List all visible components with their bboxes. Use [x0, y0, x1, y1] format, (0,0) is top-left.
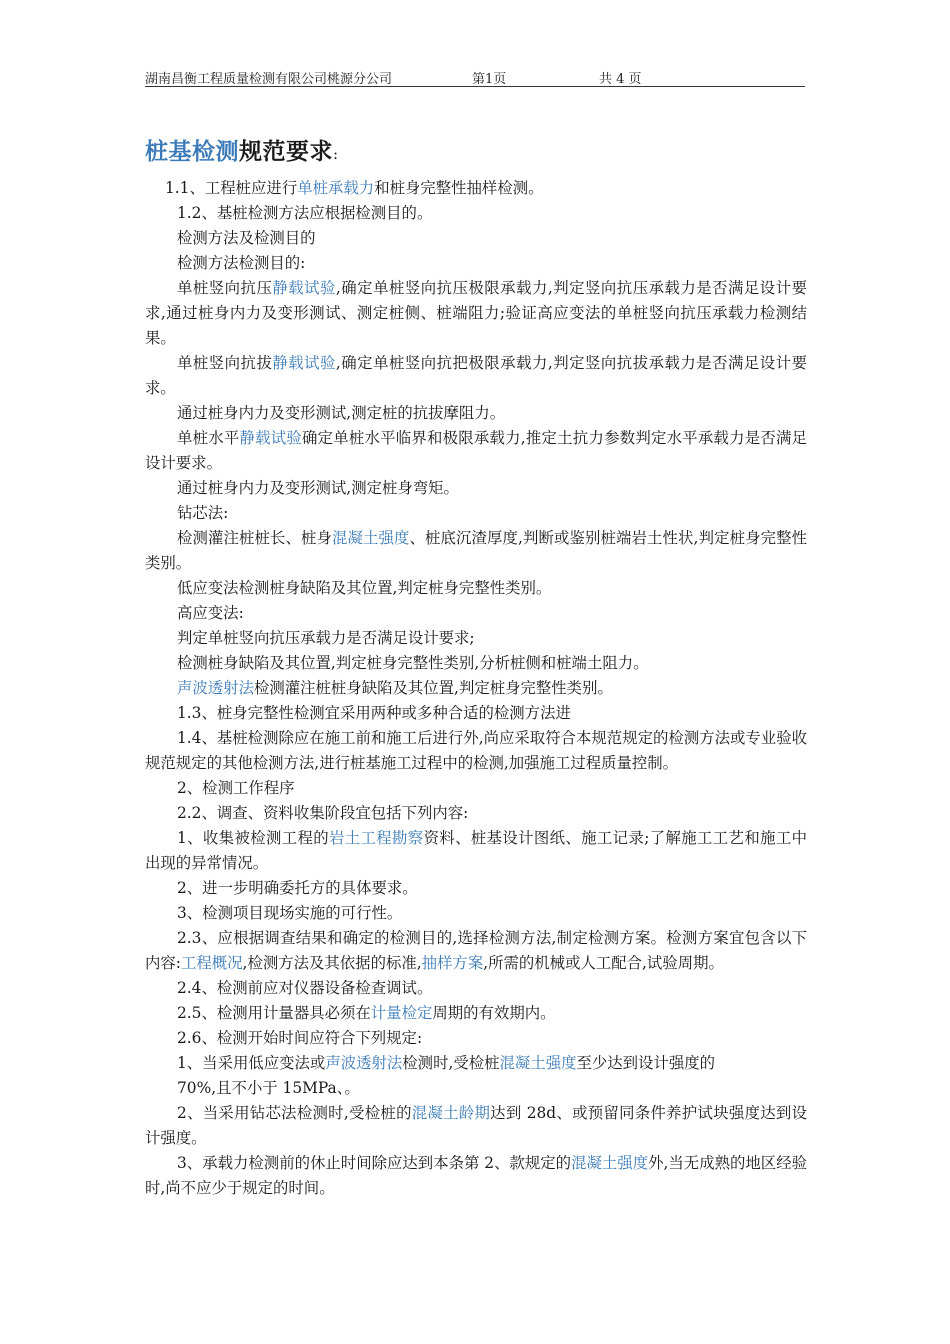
paragraph: [145, 876, 807, 901]
header-total-pages: 共 4 页: [599, 72, 642, 87]
paragraph-text: 检测时,受检桩: [402, 1054, 500, 1072]
paragraph: [145, 701, 807, 726]
term-link[interactable]: 计量检定: [370, 1004, 433, 1022]
paragraph-text: 钻芯法:: [177, 504, 229, 522]
term-link[interactable]: 混凝土龄期: [411, 1104, 491, 1122]
paragraph-text: 确定单桩水平临界和极限承载力,推定土抗力参数判定水平承载力是否满足设计要求。: [145, 429, 807, 472]
term-link[interactable]: 混凝土强度: [499, 1054, 577, 1072]
paragraph: [145, 1151, 807, 1201]
paragraph: [145, 351, 807, 401]
paragraph-text: 判定单桩竖向抗压承载力是否满足设计要求;: [177, 629, 475, 647]
paragraph-text: 单桩水平: [177, 429, 240, 447]
term-link[interactable]: 静载试验: [272, 279, 336, 297]
term-link[interactable]: 工程概况: [180, 954, 243, 972]
paragraph: [145, 426, 807, 476]
paragraph-text: 资料、桩基设计图纸、施工记录;了解施工工艺和施工中出现的异常情况。: [145, 829, 807, 872]
paragraph-text: 2.3、应根据调查结果和确定的检测目的,选择检测方法,制定检测方案。检测方案宜包含以下内容:: [145, 929, 807, 972]
paragraph-text: 2.2、调查、资料收集阶段宜包括下列内容:: [177, 804, 469, 822]
title-link[interactable]: 桩基检测: [145, 138, 239, 165]
paragraph-text: 1、收集被检测工程的: [177, 829, 329, 847]
paragraph-text: 单桩竖向抗压: [177, 279, 273, 297]
paragraph-text: 2、当采用钻芯法检测时,受检桩的: [177, 1104, 412, 1122]
title-text: 规范要求: [239, 138, 333, 165]
paragraph-text: 1.3、桩身完整性检测宜采用两种或多种合适的检测方法进: [177, 704, 571, 722]
paragraph: [145, 926, 807, 976]
paragraph-text: 2.6、检测开始时间应符合下列规定:: [177, 1029, 423, 1047]
paragraph-text: 、桩底沉渣厚度,判断或鉴别桩端岩土性状,判定桩身完整性类别。: [145, 529, 807, 572]
paragraph-text: 达到 28d、或预留同条件养护试块强度达到设计强度。: [145, 1104, 807, 1147]
paragraph: [145, 1076, 807, 1101]
paragraph-text: 低应变法检测桩身缺陷及其位置,判定桩身完整性类别。: [177, 579, 552, 597]
paragraph-text: 通过桩身内力及变形测试,测定桩身弯矩。: [177, 479, 459, 497]
paragraph: [145, 726, 807, 776]
paragraph-text: 1.4、基桩检测除应在施工前和施工后进行外,尚应采取符合本规范规定的检测方法或专业验收规范规定的其他检测方法,进行桩基施工过程中的检测,加强施工过程质量控制。: [145, 729, 807, 772]
paragraph-text: 1.2、基桩检测方法应根据检测目的。: [177, 204, 433, 222]
paragraph: [145, 1051, 807, 1076]
paragraph-text: 1.1、工程桩应进行: [165, 179, 298, 197]
paragraph: [145, 276, 807, 351]
paragraph-text: 1、当采用低应变法或: [177, 1054, 326, 1072]
paragraph: [145, 501, 807, 526]
page-header: [145, 66, 805, 87]
header-company-name: 湖南昌衡工程质量检测有限公司桃源分公司: [145, 72, 393, 87]
term-link[interactable]: 岩土工程勘察: [329, 829, 424, 847]
paragraph: [145, 1026, 807, 1051]
document-body: [145, 176, 807, 1201]
paragraph-text: 至少达到设计强度的: [576, 1054, 716, 1072]
paragraph-text: 检测灌注桩桩长、桩身: [177, 529, 333, 547]
paragraph: [145, 826, 807, 876]
term-link[interactable]: 声波透射法: [177, 679, 254, 697]
paragraph-text: ,所需的机械或人工配合,试验周期。: [483, 954, 724, 972]
paragraph-text: 2.4、检测前应对仪器设备检查调试。: [177, 979, 433, 997]
term-link[interactable]: 抽样方案: [421, 954, 484, 972]
paragraph: [145, 201, 807, 226]
paragraph: [145, 651, 807, 676]
paragraph: [145, 226, 807, 251]
paragraph-text: 2、进一步明确委托方的具体要求。: [177, 879, 418, 897]
paragraph-text: 高应变法:: [177, 604, 244, 622]
term-link[interactable]: 静载试验: [239, 429, 303, 447]
paragraph: [145, 526, 807, 576]
document-title: [145, 133, 339, 166]
paragraph-text: 外,当无成熟的地区经验时,尚不应少于规定的时间。: [145, 1154, 807, 1197]
paragraph-text: 和桩身完整性抽样检测。: [374, 179, 544, 197]
paragraph: [145, 776, 807, 801]
paragraph-text: 3、检测项目现场实施的可行性。: [177, 904, 403, 922]
paragraph: [145, 401, 807, 426]
paragraph-text: 检测方法检测目的:: [177, 254, 306, 272]
term-link[interactable]: 混凝土强度: [571, 1154, 649, 1172]
paragraph-text: 单桩竖向抗拔: [177, 354, 273, 372]
paragraph: [145, 801, 807, 826]
paragraph: [145, 1001, 807, 1026]
paragraph-text: 周期的有效期内。: [432, 1004, 556, 1022]
title-colon: :: [333, 145, 339, 163]
paragraph: [145, 1101, 807, 1151]
paragraph-text: ,确定单桩竖向抗把极限承载力,判定竖向抗拔承载力是否满足设计要求。: [145, 354, 807, 397]
paragraph-text: 通过桩身内力及变形测试,测定桩的抗拔摩阻力。: [177, 404, 506, 422]
term-link[interactable]: 静载试验: [272, 354, 336, 372]
header-page-number: 第1页: [472, 72, 507, 87]
paragraph-text: 2.5、检测用计量器具必须在: [177, 1004, 371, 1022]
paragraph-text: 检测桩身缺陷及其位置,判定桩身完整性类别,分析桩侧和桩端土阻力。: [177, 654, 649, 672]
paragraph: [145, 901, 807, 926]
paragraph: [145, 176, 807, 201]
paragraph-text: 3、承载力检测前的休止时间除应达到本条第 2、款规定的: [177, 1154, 572, 1172]
paragraph-text: 2、检测工作程序: [177, 779, 295, 797]
paragraph: [145, 251, 807, 276]
paragraph-text: 70%,且不小于 15MPa、。: [177, 1079, 360, 1097]
paragraph: [145, 626, 807, 651]
term-link[interactable]: 混凝土强度: [332, 529, 410, 547]
paragraph-text: 检测方法及检测目的: [177, 229, 316, 247]
paragraph: [145, 976, 807, 1001]
paragraph-text: ,检测方法及其依据的标准,: [242, 954, 422, 972]
term-link[interactable]: 单桩承载力: [297, 179, 375, 197]
paragraph: [145, 476, 807, 501]
paragraph: [145, 576, 807, 601]
term-link[interactable]: 声波透射法: [325, 1054, 403, 1072]
paragraph-text: 检测灌注桩桩身缺陷及其位置,判定桩身完整性类别。: [253, 679, 613, 697]
paragraph: [145, 676, 807, 701]
paragraph-text: ,确定单桩竖向抗压极限承载力,判定竖向抗压承载力是否满足设计要求,通过桩身内力及变形测试、测定桩侧、桩端阻力;验证高应变法的单桩竖向抗压承载力检测结果。: [145, 279, 807, 347]
paragraph: [145, 601, 807, 626]
